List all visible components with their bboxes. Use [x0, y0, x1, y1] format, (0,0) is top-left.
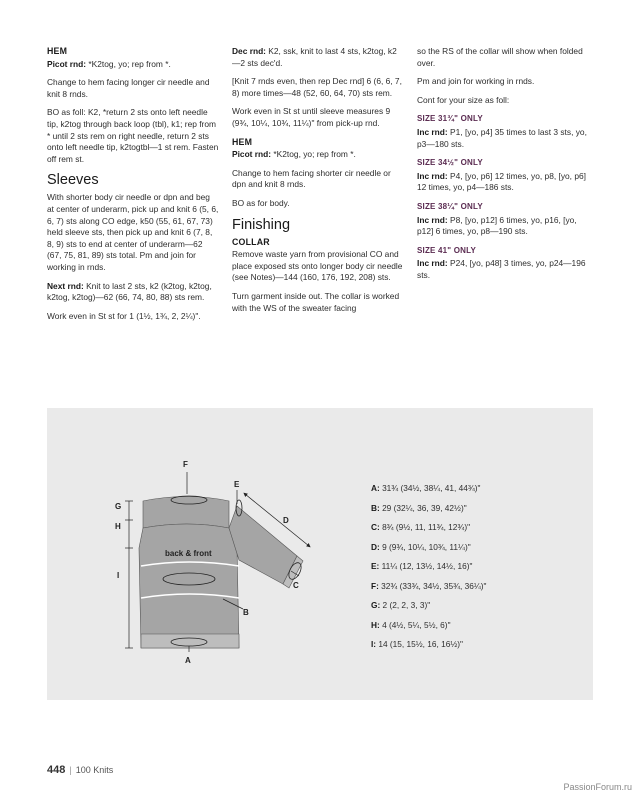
sleeve-hem-heading: HEM — [232, 136, 253, 147]
measurement-f: F: 32¾ (33¾, 34½, 35¾, 36¼)" — [371, 580, 487, 591]
label-g: G — [115, 502, 122, 511]
label-f: F — [183, 460, 188, 469]
col2-paragraph-6: BO as for body. — [232, 197, 290, 208]
size-heading-2: SIZE 34½" ONLY — [417, 158, 483, 168]
size-instruction-4: Inc rnd: P24, [yo, p48] 3 times, yo, p24—196 sts. — [417, 258, 586, 280]
hem-heading: HEM — [47, 46, 68, 56]
size-heading-1: SIZE 31¾" ONLY — [417, 114, 483, 124]
col2-paragraph-3: Work even in St st until sleeve measures 9 (9¾, 10¼, 10¾, 11¼)" from pick-up rnd. — [232, 106, 391, 128]
page-footer — [47, 764, 113, 776]
watermark: PassionForum.ru — [563, 782, 632, 792]
next-rnd-instruction: Next rnd: Knit to last 2 sts, k2 (k2tog, k2tog, k2tog, k2tog)—62 (66, 74, 80, 88) sts rem. — [47, 280, 212, 303]
measurement-c: C: 8¾ (9½, 11, 11¾, 12¾)" — [371, 522, 471, 532]
col3-paragraph-1: so the RS of the collar will show when folded over. — [417, 46, 583, 68]
measurement-h: H: 4 (4½, 5¼, 5½, 6)" — [371, 619, 451, 630]
text-column-1 — [47, 46, 219, 329]
measurement-e: E: 11¼ (12, 13½, 14½, 16)" — [371, 561, 473, 571]
col3-paragraph-3: Cont for your size as foll: — [417, 94, 510, 105]
label-c: C — [293, 581, 299, 590]
size-instruction-1: Inc rnd: P1, [yo, p4] 35 times to last 3 sts, yo, p3—180 sts. — [417, 126, 587, 149]
page-number: 448 — [47, 764, 66, 776]
dec-rnd-instruction: Dec rnd: K2, ssk, knit to last 4 sts, k2tog, k2—2 sts dec'd. — [232, 46, 397, 68]
measurement-a: A: 31¾ (34½, 38¼, 41, 44¾)" — [371, 483, 481, 493]
measurement-b: B: 29 (32¼, 36, 39, 42½)" — [371, 502, 467, 513]
schematic-panel — [47, 408, 593, 700]
picot-instruction: Picot rnd: *K2tog, yo; rep from *. — [47, 58, 171, 69]
col2-paragraph-8: Turn garment inside out. The collar is worked with the WS of the sweater facing — [232, 290, 400, 313]
text-column-2 — [232, 46, 404, 321]
col2-paragraph-2: [Knit 7 rnds even, then rep Dec rnd] 6 (6, 6, 7, 8) more times—48 (52, 60, 64, 70) sts rem. — [232, 76, 402, 98]
size-heading-4: SIZE 41" ONLY — [417, 245, 477, 255]
text-column-3 — [417, 46, 593, 289]
body-shape — [139, 524, 239, 648]
footer-separator: | — [69, 765, 72, 775]
hem-paragraph-2: BO as foll: K2, *return 2 sts onto left needle tip, k2tog through back loop (tbl), k1; rep from * until 2 sts rem on right needle, return 2 sts onto left needle tip, k2togtbl—1 st rem. Fasten off rem st. — [47, 107, 219, 164]
collar-shape — [143, 497, 229, 529]
collar-heading: COLLAR — [232, 236, 270, 247]
book-title: 100 Knits — [75, 765, 114, 775]
label-a: A — [185, 656, 191, 665]
size-instruction-2: Inc rnd: P4, [yo, p6] 12 times, yo, p8, [yo, p6] 12 times, yo, p4—186 sts. — [417, 170, 586, 193]
label-h: H — [115, 522, 121, 531]
label-e: E — [234, 480, 240, 489]
label-d: D — [283, 516, 289, 525]
measurements-list — [371, 479, 487, 655]
measurement-d: D: 9 (9¾, 10¼, 10¾, 11¼)" — [371, 541, 471, 552]
sleeves-paragraph-1: With shorter body cir needle or dpn and beg at center of underarm, pick up and knit 6 (5, 6, 6, 7) sts along CO edge, k50 (55, 61, 67, 73) held sleeve sts, then pick up and knit 6 (7, 8, 8, 9) sts to end at center of underarm—62 (67, 75, 81, 89) sts total. Pm and join for working in rnds. — [47, 192, 219, 272]
hem-paragraph-1: Change to hem facing longer cir needle and knit 8 rnds. — [47, 77, 210, 99]
size-heading-3: SIZE 38¼" ONLY — [417, 201, 483, 211]
label-i: I — [117, 571, 120, 580]
measurement-i: I: 14 (15, 15½, 16, 16½)" — [371, 639, 463, 649]
body-label: back & front — [165, 549, 212, 558]
size-instruction-3: Inc rnd: P8, [yo, p12] 6 times, yo, p16, [yo, p12] 6 times, yo, p8—190 sts. — [417, 214, 577, 237]
label-b: B — [243, 608, 249, 617]
measurement-g: G: 2 (2, 2, 3, 3)" — [371, 600, 431, 610]
sleeves-paragraph-3: Work even in St st for 1 (1½, 1¾, 2, 2¼)". — [47, 310, 201, 321]
sweater-schematic — [47, 408, 593, 700]
col2-paragraph-5: Change to hem facing shorter cir needle or dpn and knit 8 rnds. — [232, 167, 391, 190]
col3-paragraph-2: Pm and join for working in rnds. — [417, 76, 535, 87]
sleeve-picot-instruction: Picot rnd: *K2tog, yo; rep from *. — [232, 149, 356, 160]
col2-paragraph-7: Remove waste yarn from provisional CO and place exposed sts onto longer body cir needle (see Notes)—144 (160, 176, 192, 208) sts. — [232, 249, 403, 283]
finishing-heading: Finishing — [232, 216, 291, 233]
sleeves-heading: Sleeves — [47, 172, 99, 189]
